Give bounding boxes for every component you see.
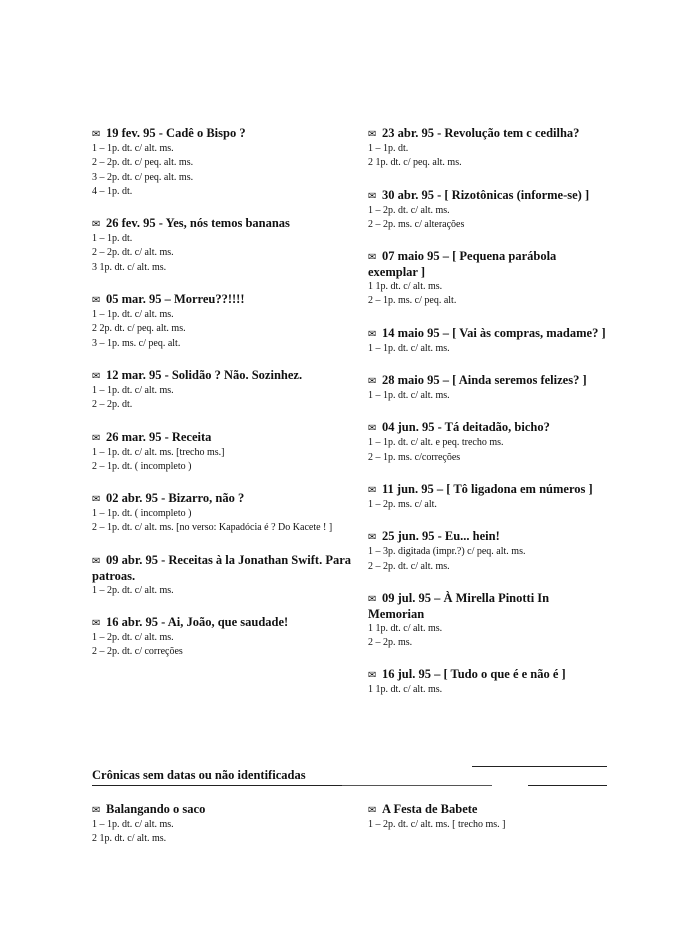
entry-title: ✉ 28 maio 95 – [ Ainda seremos felizes? ]	[368, 373, 587, 388]
entry	[368, 373, 608, 403]
entry-note: 2 – 1p. dt. c/ alt. ms. [no verso: Kapadócia é ? Do Kacete ! ]	[92, 522, 333, 534]
envelope-icon: ✉	[368, 190, 377, 202]
entry-note: 1 – 1p. dt. c/ alt. e peq. trecho ms.	[368, 437, 504, 449]
entry-title: ✉ 19 fev. 95 - Cadê o Bispo ?	[92, 126, 246, 140]
entry-undated-right	[368, 802, 608, 832]
envelope-icon: ✉	[92, 295, 101, 307]
entry-title: ✉ 30 abr. 95 - [ Rizotônicas (informe-se) ]	[368, 187, 590, 202]
entry-note: 1 – 1p. dt. c/ alt. ms.	[92, 384, 174, 396]
envelope-icon: ✉	[92, 805, 101, 816]
right-column	[368, 126, 608, 715]
entry-note: 2 – 2p. dt. c/ alt. ms.	[92, 247, 174, 259]
envelope-icon: ✉	[92, 219, 101, 231]
entry-title: ✉ 26 fev. 95 - Yes, nós temos bananas	[92, 216, 290, 231]
entry-note: 1 – 3p. digitada (impr.?) c/ peq. alt. ms.	[368, 546, 526, 558]
envelope-icon: ✉	[368, 328, 377, 340]
entry	[368, 420, 608, 465]
divider-line	[528, 785, 607, 786]
entry-note: 2 – 2p. ms.	[368, 637, 413, 649]
envelope-icon: ✉	[368, 805, 377, 816]
entry-note: 1 – 1p. dt. c/ alt. ms.	[92, 819, 174, 830]
entry-note: 1 – 1p. dt. c/ alt. ms.	[368, 390, 450, 402]
entry-title: ✉ 04 jun. 95 - Tá deitadão, bicho?	[368, 420, 550, 435]
envelope-icon: ✉	[368, 252, 377, 264]
entry	[368, 529, 608, 574]
envelope-icon: ✉	[92, 494, 101, 506]
entry	[92, 216, 354, 275]
entry	[368, 126, 608, 171]
entry-note: 2 – 1p. ms. c/correções	[368, 451, 461, 463]
entry-note: 2 – 2p. dt. c/ alt. ms.	[368, 560, 450, 572]
entry	[368, 591, 608, 651]
entry-note: 1 1p. dt. c/ alt. ms.	[368, 684, 443, 696]
entry	[368, 326, 608, 356]
entry-title: ✉ 16 abr. 95 - Ai, João, que saudade!	[92, 615, 289, 630]
undated-heading: Crônicas sem datas ou não identificadas	[92, 768, 306, 782]
divider-line	[472, 766, 607, 767]
entry	[92, 430, 354, 475]
entry-title: ✉ 23 abr. 95 - Revolução tem c cedilha?	[368, 126, 580, 140]
entry-title: ✉ 07 maio 95 – [ Pequena parábola exemplar ]	[368, 249, 557, 280]
envelope-icon: ✉	[92, 618, 101, 630]
entry-note: 1 – 1p. dt. c/ alt. ms.	[92, 143, 174, 154]
entry-undated-left	[92, 802, 352, 847]
entry-note: 1 – 1p. dt. c/ alt. ms. [trecho ms.]	[92, 446, 225, 458]
entry	[368, 667, 608, 697]
envelope-icon: ✉	[92, 129, 101, 140]
entry-note: 1 – 1p. dt. ( incompleto )	[92, 508, 192, 520]
envelope-icon: ✉	[92, 555, 101, 567]
entry	[92, 292, 354, 351]
entry-note: 2 1p. dt. c/ alt. ms.	[92, 833, 167, 845]
entry-note: 3 1p. dt. c/ alt. ms.	[92, 261, 167, 273]
entry-note: 1 – 2p. dt. c/ alt. ms.	[368, 204, 450, 216]
entry-title: ✉ 16 jul. 95 – [ Tudo o que é e não é ]	[368, 667, 566, 682]
entry	[368, 188, 608, 233]
entry-note: 1 – 1p. dt. c/ alt. ms.	[92, 309, 174, 321]
entry-note: 2 – 2p. dt.	[92, 399, 133, 411]
entry-note: 1 – 2p. dt. c/ alt. ms. [ trecho ms. ]	[368, 819, 506, 830]
entry	[92, 553, 354, 598]
envelope-icon: ✉	[368, 129, 377, 140]
entry-note: 2 – 2p. ms. c/ alterações	[368, 218, 465, 230]
entry-note: 4 – 1p. dt.	[92, 185, 133, 197]
entry	[368, 249, 608, 309]
envelope-icon: ✉	[368, 593, 377, 605]
envelope-icon: ✉	[368, 670, 377, 682]
envelope-icon: ✉	[368, 423, 377, 435]
entry-note: 2 – 2p. dt. c/ peq. alt. ms.	[92, 157, 194, 169]
entry	[92, 615, 354, 660]
envelope-icon: ✉	[92, 432, 101, 444]
entry-note: 2 2p. dt. c/ peq. alt. ms.	[92, 323, 186, 335]
entry-note: 1 1p. dt. c/ alt. ms.	[368, 622, 443, 634]
entry-note: 3 – 1p. ms. c/ peq. alt.	[92, 337, 181, 349]
entry-note: 2 – 1p. ms. c/ peq. alt.	[368, 295, 457, 307]
entry-title: ✉ A Festa de Babete	[368, 802, 478, 816]
entry-note: 1 – 2p. dt. c/ alt. ms.	[92, 584, 174, 596]
heading-underline	[92, 785, 342, 786]
entry	[92, 491, 354, 536]
entry-title: ✉ 14 maio 95 – [ Vai às compras, madame? ]	[368, 325, 606, 340]
undated-heading-row	[92, 766, 607, 786]
left-column	[92, 126, 354, 677]
entry-title: ✉ 09 jul. 95 – À Mirella Pinotti In Memorian	[368, 590, 550, 621]
entry-title: ✉ 26 mar. 95 - Receita	[92, 429, 212, 444]
entry-note: 1 – 2p. ms. c/ alt.	[368, 498, 437, 510]
entry-note: 1 – 1p. dt. c/ alt. ms.	[368, 342, 450, 354]
entry-note: 1 – 2p. dt. c/ alt. ms.	[92, 632, 174, 644]
entry-note: 1 1p. dt. c/ alt. ms.	[368, 281, 443, 293]
envelope-icon: ✉	[368, 376, 377, 388]
envelope-icon: ✉	[92, 370, 101, 382]
entry-note: 3 – 2p. dt. c/ peq. alt. ms.	[92, 171, 194, 183]
entry-title: ✉ 12 mar. 95 - Solidão ? Não. Sozinhez.	[92, 367, 303, 382]
entry-note: 2 1p. dt. c/ peq. alt. ms.	[368, 157, 462, 169]
undated-section	[92, 766, 607, 852]
entry-note: 1 – 1p. dt.	[368, 143, 409, 154]
entry	[368, 482, 608, 512]
entry-title: ✉ 05 mar. 95 – Morreu??!!!!	[92, 292, 245, 307]
entry	[92, 126, 354, 199]
entry-title: ✉ 09 abr. 95 - Receitas à la Jonathan Swift. Para patroas.	[92, 552, 352, 583]
entry-title: ✉ 11 jun. 95 – [ Tô ligadona em números ]	[368, 481, 593, 496]
envelope-icon: ✉	[368, 484, 377, 496]
envelope-icon: ✉	[368, 532, 377, 544]
entry-note: 2 – 1p. dt. ( incompleto )	[92, 460, 192, 472]
entry	[92, 368, 354, 413]
entry-title: ✉ Balangando o saco	[92, 802, 206, 816]
entry-note: 1 – 1p. dt.	[92, 233, 133, 245]
divider-line	[342, 785, 492, 786]
entry-title: ✉ 02 abr. 95 - Bizarro, não ?	[92, 491, 245, 506]
entry-title: ✉ 25 jun. 95 - Eu... hein!	[368, 529, 500, 544]
entry-note: 2 – 2p. dt. c/ correções	[92, 646, 183, 658]
